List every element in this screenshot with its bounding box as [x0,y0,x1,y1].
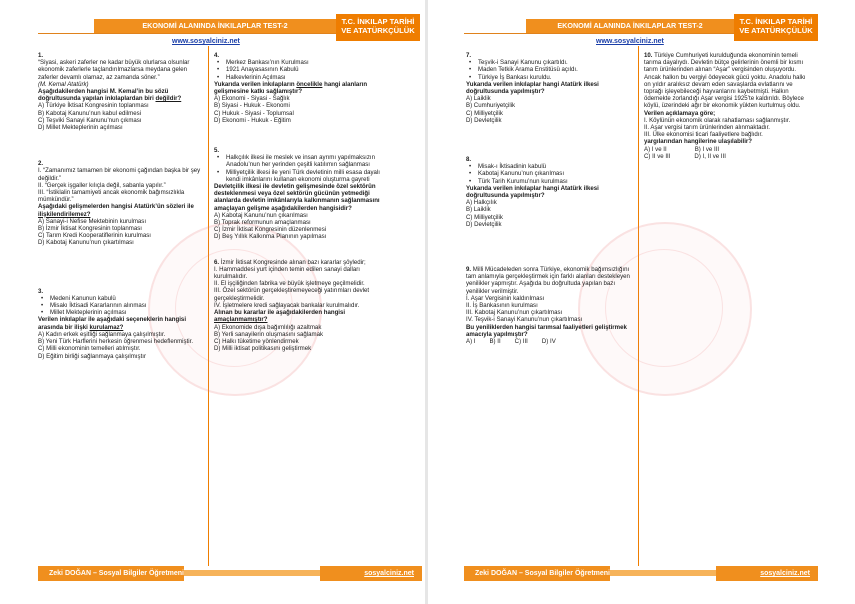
q10-number: 10. [644,52,653,59]
q2-stem-emph: ilişkilendirilemez? [38,210,91,218]
q4-option-c[interactable]: C) Hukuk - Siyasi - Toplumsal [214,109,294,117]
q3-item-1: • Medeni Kanunun kabulü [38,295,204,302]
q8-number: 8. [466,156,472,164]
q9-options [466,338,632,345]
q4-option-a[interactable]: A) Ekonomi - Siyasi - Sağlık [214,95,290,103]
q7-item-1: • Teşvik-i Sanayi Kanunu çıkartıldı. [466,59,632,66]
q5-option-b[interactable]: B) Toprak reformunun amaçlanması [214,219,311,227]
q10-text-body: Türkiye Cumhuriyeti kurulduğunda ekonominin temeli tarıma dayalıydı. Devletin bütçe gelirlerinin önemli bir kısmı tarım ürünlerinden alınan “Aşar” vergisinden oluşuyordu. Ancak halkın bu vergiyi ödeyecek gücü yoktu. Anadolu halkı on yıldır aralıksız devam eden savaşlarda evlatlarını ve toprağı işleyebileceği hayvanlarını kaybetmişti. Halkın ödemekte zorlandığı Aşar vergisi 1925’te kaldırıldı. Böylece köylü, üzerindeki ağır bir ekonomik yükten kurtulmuş oldu. [644,52,806,110]
q3-stem-emph: kurulamaz? [89,323,124,331]
q8-stem: Yukarıda verilen inkılaplar hangi Atatürk ilkesi doğrultusunda yapılmıştır? [466,184,599,200]
website-link-2[interactable]: www.sosyalciniz.net [596,38,664,45]
q7-option-a[interactable]: A) Laiklik [466,95,491,103]
footer-bar [184,570,320,576]
q9-option-a[interactable]: A) I [466,338,476,346]
column-right [214,52,384,352]
footer-2 [464,566,818,581]
q10-option-d[interactable]: D) I, II ve III [694,152,726,160]
q8-item-2: • Kabotaj Kanunu’nun çıkarılması [466,170,632,177]
q3-option-b[interactable]: B) Yeni Türk Harflerini herkesin öğrenmesi hedeflenmiştir. [38,338,194,346]
q3-option-c[interactable]: C) Milli ekonominin temelleri atılmıştır. [38,345,141,353]
q2-number: 2. [38,160,44,168]
q5-item-1: • Halkçılık ilkesi ile meslek ve insan ayrımı yapılmaksızın Anadolu’nun her yerinden çeşitli katılımın sağlanması [214,154,384,168]
q10-line-3: III. Ülke ekonomisi ticari faaliyetlere bağlıdır. [644,131,763,139]
q7-item-2: • Maden Tetkik Arama Enstitüsü açıldı. [466,66,632,73]
q7-option-b[interactable]: B) Cumhuriyetçilik [466,102,516,110]
q10-options-row-1 [644,146,812,153]
q7-item-3: • Türkiye İş Bankası kuruldu. [466,74,632,81]
q1-option-c[interactable]: C) Teşviki Sanayi Kanunu’nun çıkması [38,116,142,124]
q8-option-a[interactable]: A) Halkçılık [466,199,497,207]
footer-site-link-2[interactable]: sosyalciniz.net [716,566,818,581]
q10-option-c[interactable]: C) II ve III [644,152,671,160]
q3-number: 3. [38,287,44,295]
q6-intro-text: İzmir İktisat Kongresinde alınan bazı kararlar şöyledir; [220,258,366,266]
q10-option-a[interactable]: A) I ve II [644,145,667,153]
q5-number: 5. [214,147,220,155]
q8-item-1: • Misak-ı İktisadinin kabulü [466,163,632,170]
footer [38,566,422,581]
q4-stem-text-2: hangi alanların gelişmesine katkı sağlamıştır? [214,80,368,96]
q7-stem: Yukarıda verilen inkılaplar hangi Atatürk ilkesi doğrultusunda yapılmıştır? [466,80,599,96]
q3-item-3: • Millet Mekteplerinin açılması [38,309,204,316]
q6-option-d[interactable]: D) Milli iktisat politikasını geliştirmek [214,345,312,353]
q4-stem-emph: öncelikle [296,80,323,88]
q7-option-c[interactable]: C) Milliyetçilik [466,109,503,117]
q8-option-c[interactable]: C) Milliyetçilik [466,213,503,221]
q10-given: Verilen açıklamaya göre; [644,109,716,117]
q5-stem: Devletçilik ilkesi ile devletin gelişmesinde özel sektörün desteklenmesi veya özel sektörün gücünün yetmediği alanlarda devletin imkânlarıyla kalkınmanın sağlanmasını amaçlayan gelişme aşağıdakilerden hangisidir? [214,183,380,212]
q1-author: (M. Kemal Atatürk) [38,80,89,88]
q6-option-b[interactable]: B) Yerli sanayilerin oluşmasını sağlamak [214,330,324,338]
header-rule [38,33,336,34]
q5-option-a[interactable]: A) Kabotaj Kanunu’nun çıkarılması [214,211,308,219]
q9-option-b[interactable]: B) II [489,338,501,346]
subject-title: T.C. İNKILAP TARİHİ VE ATATÜRKÇÜLÜK [336,14,420,41]
q6-line-2: II. El işçiliğinden fabrika ve büyük işletmeye geçilmelidir. [214,280,365,288]
q4-item-3: • Halkevlerinin Açılması [214,74,384,81]
q3-item-2: • Misakı İktisadi Kararlarının alınması [38,302,204,309]
q7-number: 7. [466,52,472,59]
q4-option-d[interactable]: D) Ekonomi - Hukuk - Eğitim [214,116,291,124]
q2-line-1: I. “Zamanımız tamamen bir ekonomi çağından başka bir şey değildir.” [38,167,201,182]
q8-option-b[interactable]: B) Laiklik [466,206,491,214]
q1-option-d[interactable]: D) Millet Mekteplerinin açılması [38,124,123,132]
q2-option-a[interactable]: A) Sanayi-i Nefise Mektebinin kurulması [38,217,147,225]
q1-option-b[interactable]: B) Kabotaj Kanunu’nun kabul edilmesi [38,109,141,117]
q2-option-d[interactable]: D) Kabotaj Kanunu’nun çıkartılması [38,239,134,247]
q2-stem [38,203,204,217]
q9-option-d[interactable]: D) IV [541,338,556,346]
q3-option-d[interactable]: D) Eğitim birliği sağlanmaya çalışılmıştır [38,352,147,360]
q9-line-1: I. Aşar Vergisinin kaldırılması [466,294,545,302]
q10-line-2: II. Aşar vergisi tarım ürünlerinden alınmaktadır. [644,124,770,132]
column-left [38,52,204,360]
q9-line-4: IV. Teşvik-i Sanayi Kanunu’nun çıkartılması [466,316,583,324]
q9-line-3: III. Kabotaj Kanunu’nun çıkartılması [466,309,563,317]
q6-number: 6. [214,258,220,266]
q4-number: 4. [214,52,220,59]
page-left [0,0,425,604]
q9-number: 9. [466,266,472,274]
q1-quote: “Siyasi, askeri zaferler ne kadar büyük olurlarsa olsunlar ekonomik zaferlerle taçlandırılmazlarsa meydana gelen zaferler devamlı olamaz, az zamanda söner.” [38,59,190,81]
q3-stem [38,316,204,330]
q4-item-2: • 1921 Anayasasının Kabulü [214,66,384,73]
q1-option-a[interactable]: A) Türkiye İktisat Kongresinin toplanması [38,102,149,110]
q4-item-1: • Merkez Bankası’nın Kurulması [214,59,384,66]
footer-site-link[interactable]: sosyalciniz.net [320,566,422,581]
q10-text [644,52,812,110]
q6-line-4: IV. İşletmelere kredi sağlayacak bankalar kurulmalıdır. [214,301,360,309]
subject-title-2: T.C. İNKILAP TARİHİ VE ATATÜRKÇÜLÜK [734,14,818,41]
q1-stem-text: Aşağıdakilerden hangisi M. Kemal’in bu sözü doğrultusunda yapılan inkılaplardan biri [38,88,169,103]
test-title-2: EKONOMİ ALANINDA İNKILAPLAR TEST-2 [526,19,734,33]
q9-intro-text: Milli Mücadeleden sonra Türkiye, ekonomik bağımsızlığını tam anlamıyla gerçekleştirmek için farklı alanları destekleyen yenilikler yapmıştır. Aşağıda bu doğrultuda yapılan bazı yenilikler verilmiştir. [466,266,630,295]
footer-author-2: Zeki DOĞAN – Sosyal Bilgiler Öğretmeni [464,566,610,581]
q10-options-row-2 [644,153,812,160]
q1-stem-emph: değildir? [155,95,182,103]
q9-option-c[interactable]: C) III [514,338,528,346]
q6-option-a[interactable]: A) Ekonomide dışa bağımlılığı azaltmak [214,323,322,331]
q9-line-2: II. İş Bankasının kurulması [466,302,538,310]
q2-stem-text: Aşağıdaki gelişmelerden hangisi Atatürk’ün sözleri ile [38,203,194,211]
q9-stem: Bu yeniliklerden hangisi tarımsal faaliyetleri geliştirmek amacıyla yapılmıştır? [466,323,627,338]
q4-stem-text: Yukarıda verilen inkılapların [214,80,297,88]
q4-option-b[interactable]: B) Siyasi - Hukuk - Ekonomi [214,102,290,110]
page-right [428,0,853,604]
q8-item-3: • Türk Tarih Kurumu’nun kurulması [466,178,632,185]
footer-bar-2 [610,570,716,576]
q6-option-c[interactable]: C) Halkı tüketime yönlendirmek [214,337,299,345]
q9-intro [466,266,632,295]
q6-line-1: I. Hammaddesi yurt içinden temin edilen sanayi dalları kurulmalıdır. [214,265,360,281]
q6-stem-text: Alınan bu kararlar ile aşağıdakilerden hangisi [214,309,346,317]
q2-option-b[interactable]: B) İzmir İktisat Kongresinin toplanması [38,225,142,233]
q1-stem [38,88,204,102]
q10-option-b[interactable]: B) I ve III [694,145,720,153]
q4-stem [214,81,384,95]
q10-line-1: I. Köylünün ekonomik olarak rahatlaması sağlanmıştır. [644,116,791,124]
q2-line-2: II. “Gerçek işgaller kılıçla değil, sabanla yapılır.” [38,181,166,189]
q8-option-d[interactable]: D) Devletçilik [466,220,502,228]
test-title: EKONOMİ ALANINDA İNKILAPLAR TEST-2 [94,19,336,33]
q3-option-a[interactable]: A) Kadın erkek eşitliği sağlanmaya çalışılmıştır. [38,330,166,338]
q2-option-c[interactable]: C) Tarım Kredi Kooperatiflerinin kurulması [38,232,152,240]
q6-stem [214,309,384,323]
q10-stem: yargılarından hangilerine ulaşılabilir? [644,138,753,146]
column-left-2 [466,52,632,345]
footer-author: Zeki DOĞAN – Sosyal Bilgiler Öğretmeni [38,566,184,581]
column-right-2 [644,52,812,160]
header-rule-2 [464,33,734,34]
q5-item-2: • Milliyetçilik ilkesi ile yeni Türk devletinin milli esasa dayalı kendi imkânlarını kullanan ekonomi oluşturma gayreti [214,169,384,183]
q2-line-3: III. “İstiklalin tamamiyeti ancak ekonomik bağımsızlıkla mümkündür.” [38,189,185,204]
q5-option-c[interactable]: C) İzmir İktisat Kongresinin düzenlenmesi [214,226,327,234]
q7-option-d[interactable]: D) Devletçilik [466,116,502,124]
q3-stem-text: Verilen inkılaplar ile aşağıdaki seçeneklerin hangisi arasında bir ilişki [38,316,187,331]
website-link[interactable]: www.sosyalciniz.net [172,38,240,45]
q6-intro [214,259,384,266]
q1-number: 1. [38,52,44,59]
q5-option-d[interactable]: D) Beş Yıllık Kalkınma Planının yapılması [214,233,327,241]
q6-line-3: III. Özel sektörün gerçekleştiremeyeceği yatırımları devlet gerçekleştirmelidir. [214,287,370,302]
q6-stem-emph: amaçlanmamıştır? [214,316,268,324]
